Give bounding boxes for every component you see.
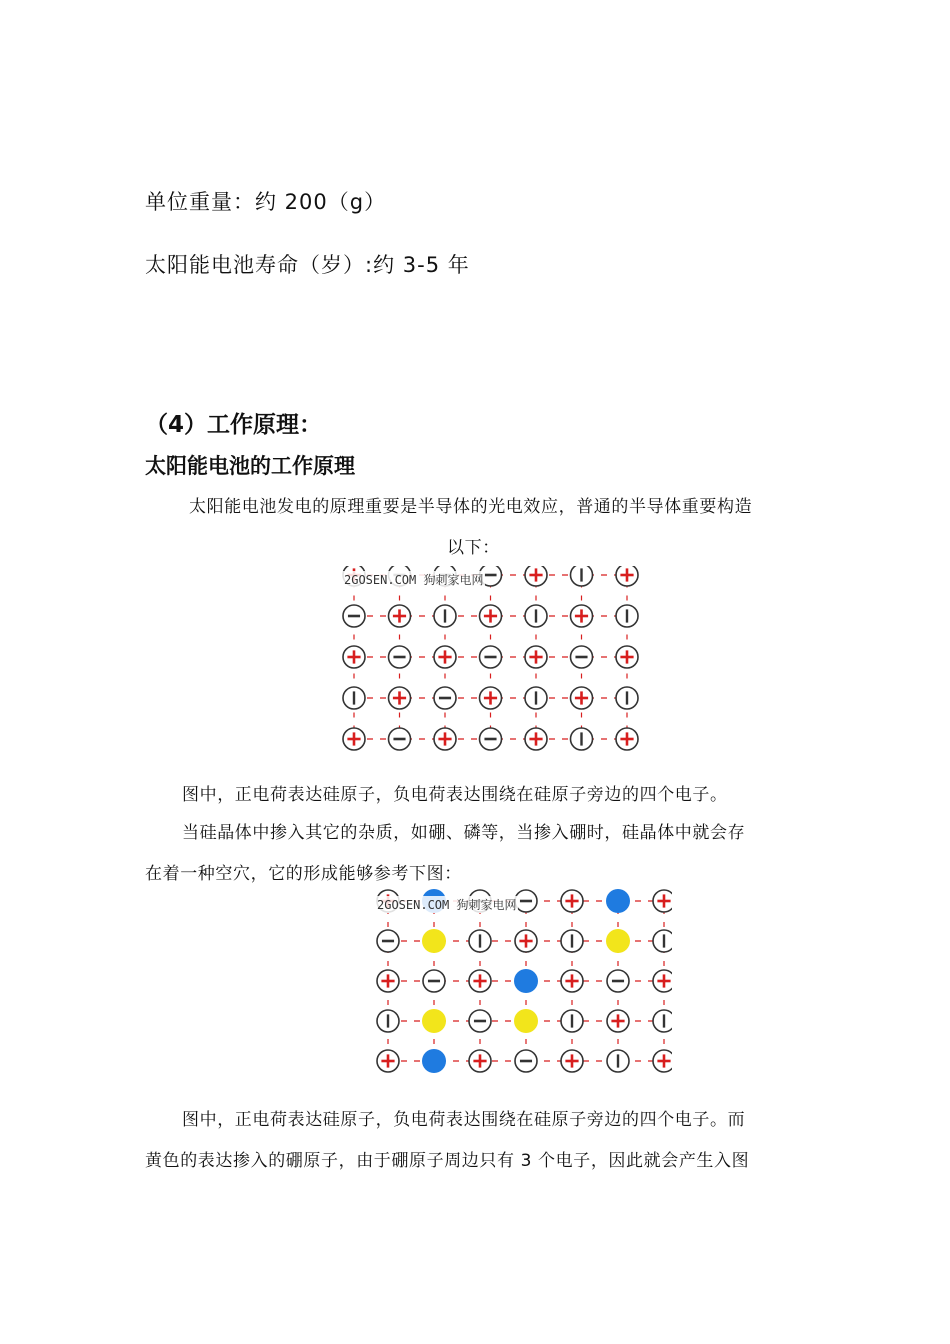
bar-atom [469, 930, 491, 952]
bar-atom [377, 1010, 399, 1032]
silicon-lattice-figure [340, 566, 640, 754]
plus-atom [377, 970, 399, 992]
plus-atom [377, 1050, 399, 1072]
minus-atom [480, 728, 502, 750]
bar-atom [571, 566, 593, 586]
spec-weight: 单位重量：约 200（g） [145, 190, 387, 214]
bar-atom [434, 605, 456, 627]
plus-atom [525, 728, 547, 750]
plus-atom [616, 646, 638, 668]
plus-atom [469, 1050, 491, 1072]
section-subheading: 太阳能电池的工作原理 [145, 454, 355, 478]
plus-atom [515, 930, 537, 952]
minus-atom [377, 930, 399, 952]
boron-doped-lattice-figure [372, 889, 672, 1079]
plus-atom [653, 970, 672, 992]
bar-atom [561, 930, 583, 952]
paragraph-2: 图中，正电荷表达硅原子，负电荷表达围绕在硅原子旁边的四个电子。 [182, 785, 728, 805]
plus-atom [616, 728, 638, 750]
plus-atom [469, 970, 491, 992]
bar-atom [653, 930, 672, 952]
plus-atom [616, 566, 638, 586]
minus-atom [423, 970, 445, 992]
paragraph-1-line-1: 太阳能电池发电的原理重要是半导体的光电效应，普通的半导体重要构造 [189, 497, 753, 517]
minus-atom [343, 605, 365, 627]
yellow-atom [606, 929, 630, 953]
bar-atom [607, 1050, 629, 1072]
bar-atom [616, 605, 638, 627]
paragraph-3-line-1: 当硅晶体中掺入其它的杂质，如硼、磷等，当掺入硼时，硅晶体中就会存 [182, 823, 746, 843]
bar-atom [561, 1010, 583, 1032]
minus-atom [480, 646, 502, 668]
minus-atom [515, 1050, 537, 1072]
plus-atom [561, 970, 583, 992]
minus-atom [469, 1010, 491, 1032]
silicon-lattice-diagram [340, 566, 640, 754]
figure-watermark: 2GOSEN.COM 狗刺家电网 [344, 573, 484, 587]
plus-atom [653, 890, 672, 912]
paragraph-3-line-2: 在着一种空穴，它的形成能够参考下图： [145, 864, 462, 884]
plus-atom [480, 605, 502, 627]
plus-atom [561, 890, 583, 912]
paragraph-1-line-2: 以下： [447, 538, 500, 558]
bar-atom [343, 687, 365, 709]
plus-atom [434, 646, 456, 668]
plus-atom [653, 1050, 672, 1072]
plus-atom [343, 646, 365, 668]
minus-atom [571, 646, 593, 668]
plus-atom [525, 566, 547, 586]
figure-watermark: 2GOSEN.COM 狗刺家电网 [377, 898, 517, 912]
minus-atom [389, 728, 411, 750]
section-heading: （4）工作原理： [145, 412, 323, 438]
plus-atom [571, 687, 593, 709]
yellow-atom [422, 1009, 446, 1033]
spec-battery-life: 太阳能电池寿命（岁）:约 3-5 年 [145, 253, 470, 277]
boron-doped-lattice-diagram [372, 889, 672, 1079]
minus-atom [389, 646, 411, 668]
bar-atom [525, 605, 547, 627]
paragraph-4-line-1: 图中，正电荷表达硅原子，负电荷表达围绕在硅原子旁边的四个电子。而 [182, 1110, 746, 1130]
plus-atom [561, 1050, 583, 1072]
plus-atom [525, 646, 547, 668]
paragraph-4-line-2: 黄色的表达掺入的硼原子，由于硼原子周边只有 3 个电子，因此就会产生入图 [145, 1151, 750, 1171]
plus-atom [480, 687, 502, 709]
blue-atom [606, 889, 630, 913]
plus-atom [389, 687, 411, 709]
plus-atom [343, 728, 365, 750]
bar-atom [571, 728, 593, 750]
yellow-atom [422, 929, 446, 953]
bar-atom [653, 1010, 672, 1032]
blue-atom [514, 969, 538, 993]
plus-atom [389, 605, 411, 627]
minus-atom [434, 687, 456, 709]
bar-atom [525, 687, 547, 709]
plus-atom [607, 1010, 629, 1032]
plus-atom [434, 728, 456, 750]
yellow-atom [514, 1009, 538, 1033]
minus-atom [607, 970, 629, 992]
plus-atom [571, 605, 593, 627]
blue-atom [422, 1049, 446, 1073]
bar-atom [616, 687, 638, 709]
